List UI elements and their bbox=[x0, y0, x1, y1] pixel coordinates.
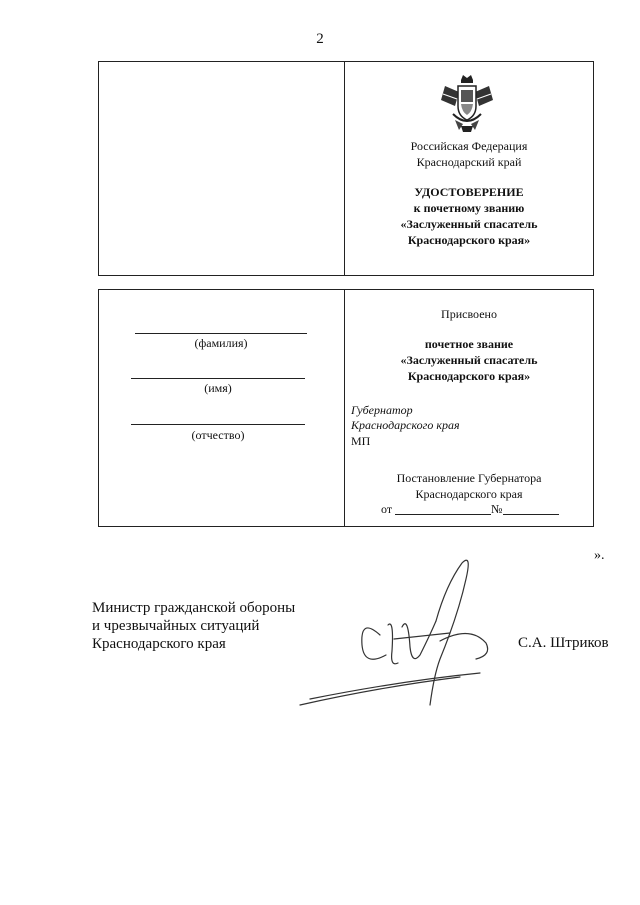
certificate-cover bbox=[98, 61, 594, 276]
honor-title-line2: Краснодарского края» bbox=[407, 369, 531, 383]
stamp-mark: МП bbox=[351, 434, 371, 448]
decree-number-sign: № bbox=[491, 502, 503, 516]
page-number: 2 bbox=[316, 31, 324, 47]
certificate-inner bbox=[98, 289, 594, 527]
governor-line1: Губернатор bbox=[351, 403, 413, 417]
handwritten-signature bbox=[290, 555, 520, 715]
country-text: Российская Федерация bbox=[410, 139, 528, 153]
name-line bbox=[131, 378, 305, 379]
region-text: Краснодарский край bbox=[416, 155, 522, 169]
honor-title-line2: Краснодарского края» bbox=[407, 233, 531, 247]
document-subtitle: к почетному званию bbox=[413, 201, 525, 215]
signatory-name: С.А. Штриков bbox=[518, 635, 609, 651]
document-title: УДОСТОВЕРЕНИЕ bbox=[414, 185, 524, 199]
signatory-position bbox=[92, 599, 295, 653]
decree-line1: Постановление Губернатора bbox=[396, 471, 542, 485]
coat-of-arms-icon bbox=[439, 72, 495, 136]
decree-number-line bbox=[503, 514, 559, 515]
surname-line bbox=[135, 333, 307, 334]
name-label: (имя) bbox=[204, 381, 232, 395]
decree-line2: Краснодарского края bbox=[415, 487, 523, 501]
awarded-text: Присвоено bbox=[441, 307, 497, 321]
patronymic-label: (отчество) bbox=[191, 428, 245, 442]
honor-title-line1: «Заслуженный спасатель bbox=[400, 353, 538, 367]
honor-title-line1: «Заслуженный спасатель bbox=[400, 217, 538, 231]
governor-line2: Краснодарского края bbox=[351, 418, 460, 432]
position-line1: Министр гражданской обороны bbox=[92, 600, 296, 616]
decree-from-label: от bbox=[381, 502, 393, 516]
title-label: почетное звание bbox=[424, 337, 514, 351]
position-line3: Краснодарского края bbox=[92, 636, 226, 652]
decree-date-line bbox=[395, 514, 491, 515]
closing-quote: ». bbox=[594, 548, 605, 563]
patronymic-line bbox=[131, 424, 305, 425]
surname-label: (фамилия) bbox=[194, 336, 248, 350]
position-line2: и чрезвычайных ситуаций bbox=[92, 618, 260, 634]
